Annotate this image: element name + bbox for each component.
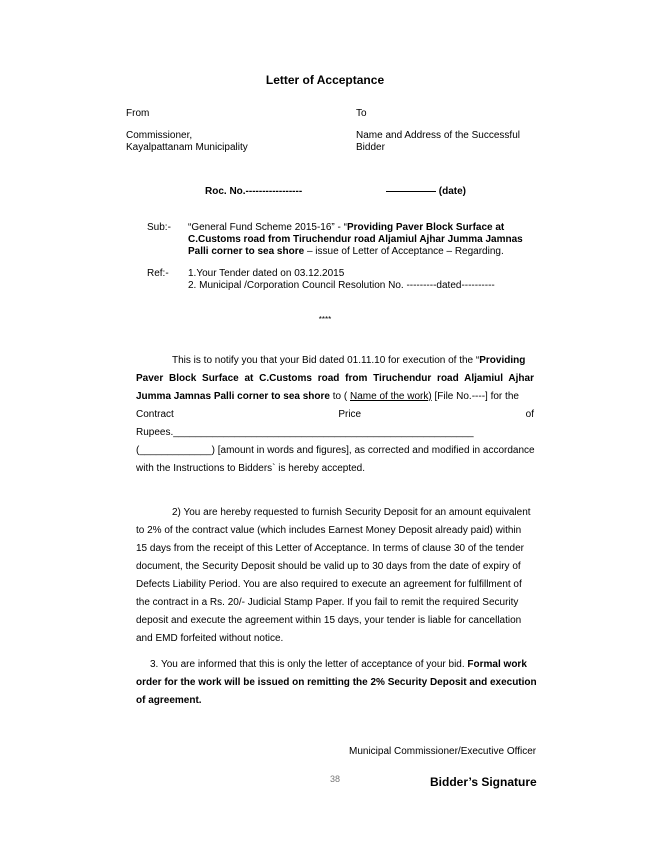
para2-row-4: document, the Security Deposit should be valid up to 30 days from the date of expiry of: [136, 561, 521, 572]
sub-label: Sub:-: [147, 222, 171, 233]
bidder-signature: Bidder’s Signature: [430, 775, 537, 789]
para1-row-7: with the Instructions to Bidders` is hereby accepted.: [136, 463, 366, 474]
para1-row-3: Jumma Jamnas Palli corner to sea shore to ( Name of the work) [File No.----] for the: [136, 391, 519, 402]
para2-row-3: 15 days from the receipt of this Letter of Acceptance. In terms of clause 30 of the tender: [136, 543, 524, 554]
ref-label: Ref:-: [147, 268, 169, 279]
para2-row-5: Defects Liability Period. You are also required to execute an agreement for fulfillment of: [136, 579, 522, 590]
paragraph-security-deposit: [136, 504, 534, 648]
ref-line-1: 1.Your Tender dated on 03.12.2015: [188, 268, 345, 279]
para1-row-6: (_____________) [amount in words and figures], as corrected and modified in accordance: [136, 445, 535, 456]
to-line-1: Name and Address of the Successful: [356, 130, 520, 141]
separator-stars: ****: [318, 315, 332, 324]
date-field: ————— (date): [386, 186, 466, 197]
sub-line-2: C.Customs road from Tiruchendur road Aljamiul Ajhar Jumma Jamnas: [188, 234, 523, 245]
officer-title: Municipal Commissioner/Executive Officer: [349, 746, 537, 757]
to-label: To: [356, 108, 367, 119]
paragraph-formal-order: [136, 656, 537, 710]
from-line-2: Kayalpattanam Municipality: [126, 142, 248, 153]
paragraph-notify: [136, 352, 534, 478]
para3-row-2: order for the work will be issued on remitting the 2% Security Deposit and execution: [136, 677, 537, 688]
para2-row-7: deposit and execute the agreement within 15 days, your tender is liable for cancellation: [136, 615, 522, 626]
page-title: Letter of Acceptance: [265, 73, 385, 87]
sub-line-3: Palli corner to sea shore – issue of Letter of Acceptance – Regarding.: [188, 246, 504, 257]
to-line-2: Bidder: [356, 142, 385, 153]
from-line-1: Commissioner,: [126, 130, 193, 141]
ref-line-2: 2. Municipal /Corporation Council Resolution No. ---------dated----------: [188, 280, 495, 291]
para2-row-2: to 2% of the contract value (which includes Earnest Money Deposit already paid) within: [136, 525, 522, 536]
para1-row-4: Contract Price of: [136, 409, 534, 420]
para1-row-2: Paver Block Surface at C.Customs road from Tiruchendur road Aljamiul Ajhar: [136, 373, 534, 384]
sub-line-1: “General Fund Scheme 2015-16” - “Providing Paver Block Surface at: [188, 222, 505, 233]
page-number: 38: [330, 774, 341, 784]
para3-row-3: of agreement.: [136, 695, 202, 706]
from-label: From: [126, 108, 150, 119]
para2-row-6: the contract in a Rs. 20/- Judicial Stamp Paper. If you fail to remit the required Security: [136, 597, 519, 608]
para2-row-1: 2) You are hereby requested to furnish Security Deposit for an amount equivalent: [172, 507, 531, 518]
para2-row-8: and EMD forfeited without notice.: [136, 633, 284, 644]
para3-row-1: 3. You are informed that this is only the letter of acceptance of your bid. Formal work: [150, 659, 527, 670]
roc-number: Roc. No.-----------------: [205, 186, 303, 197]
para1-row-1: This is to notify you that your Bid dated 01.11.10 for execution of the “Providing: [172, 355, 526, 366]
para1-row-5: Rupees.______________________________________________________: [136, 427, 474, 438]
